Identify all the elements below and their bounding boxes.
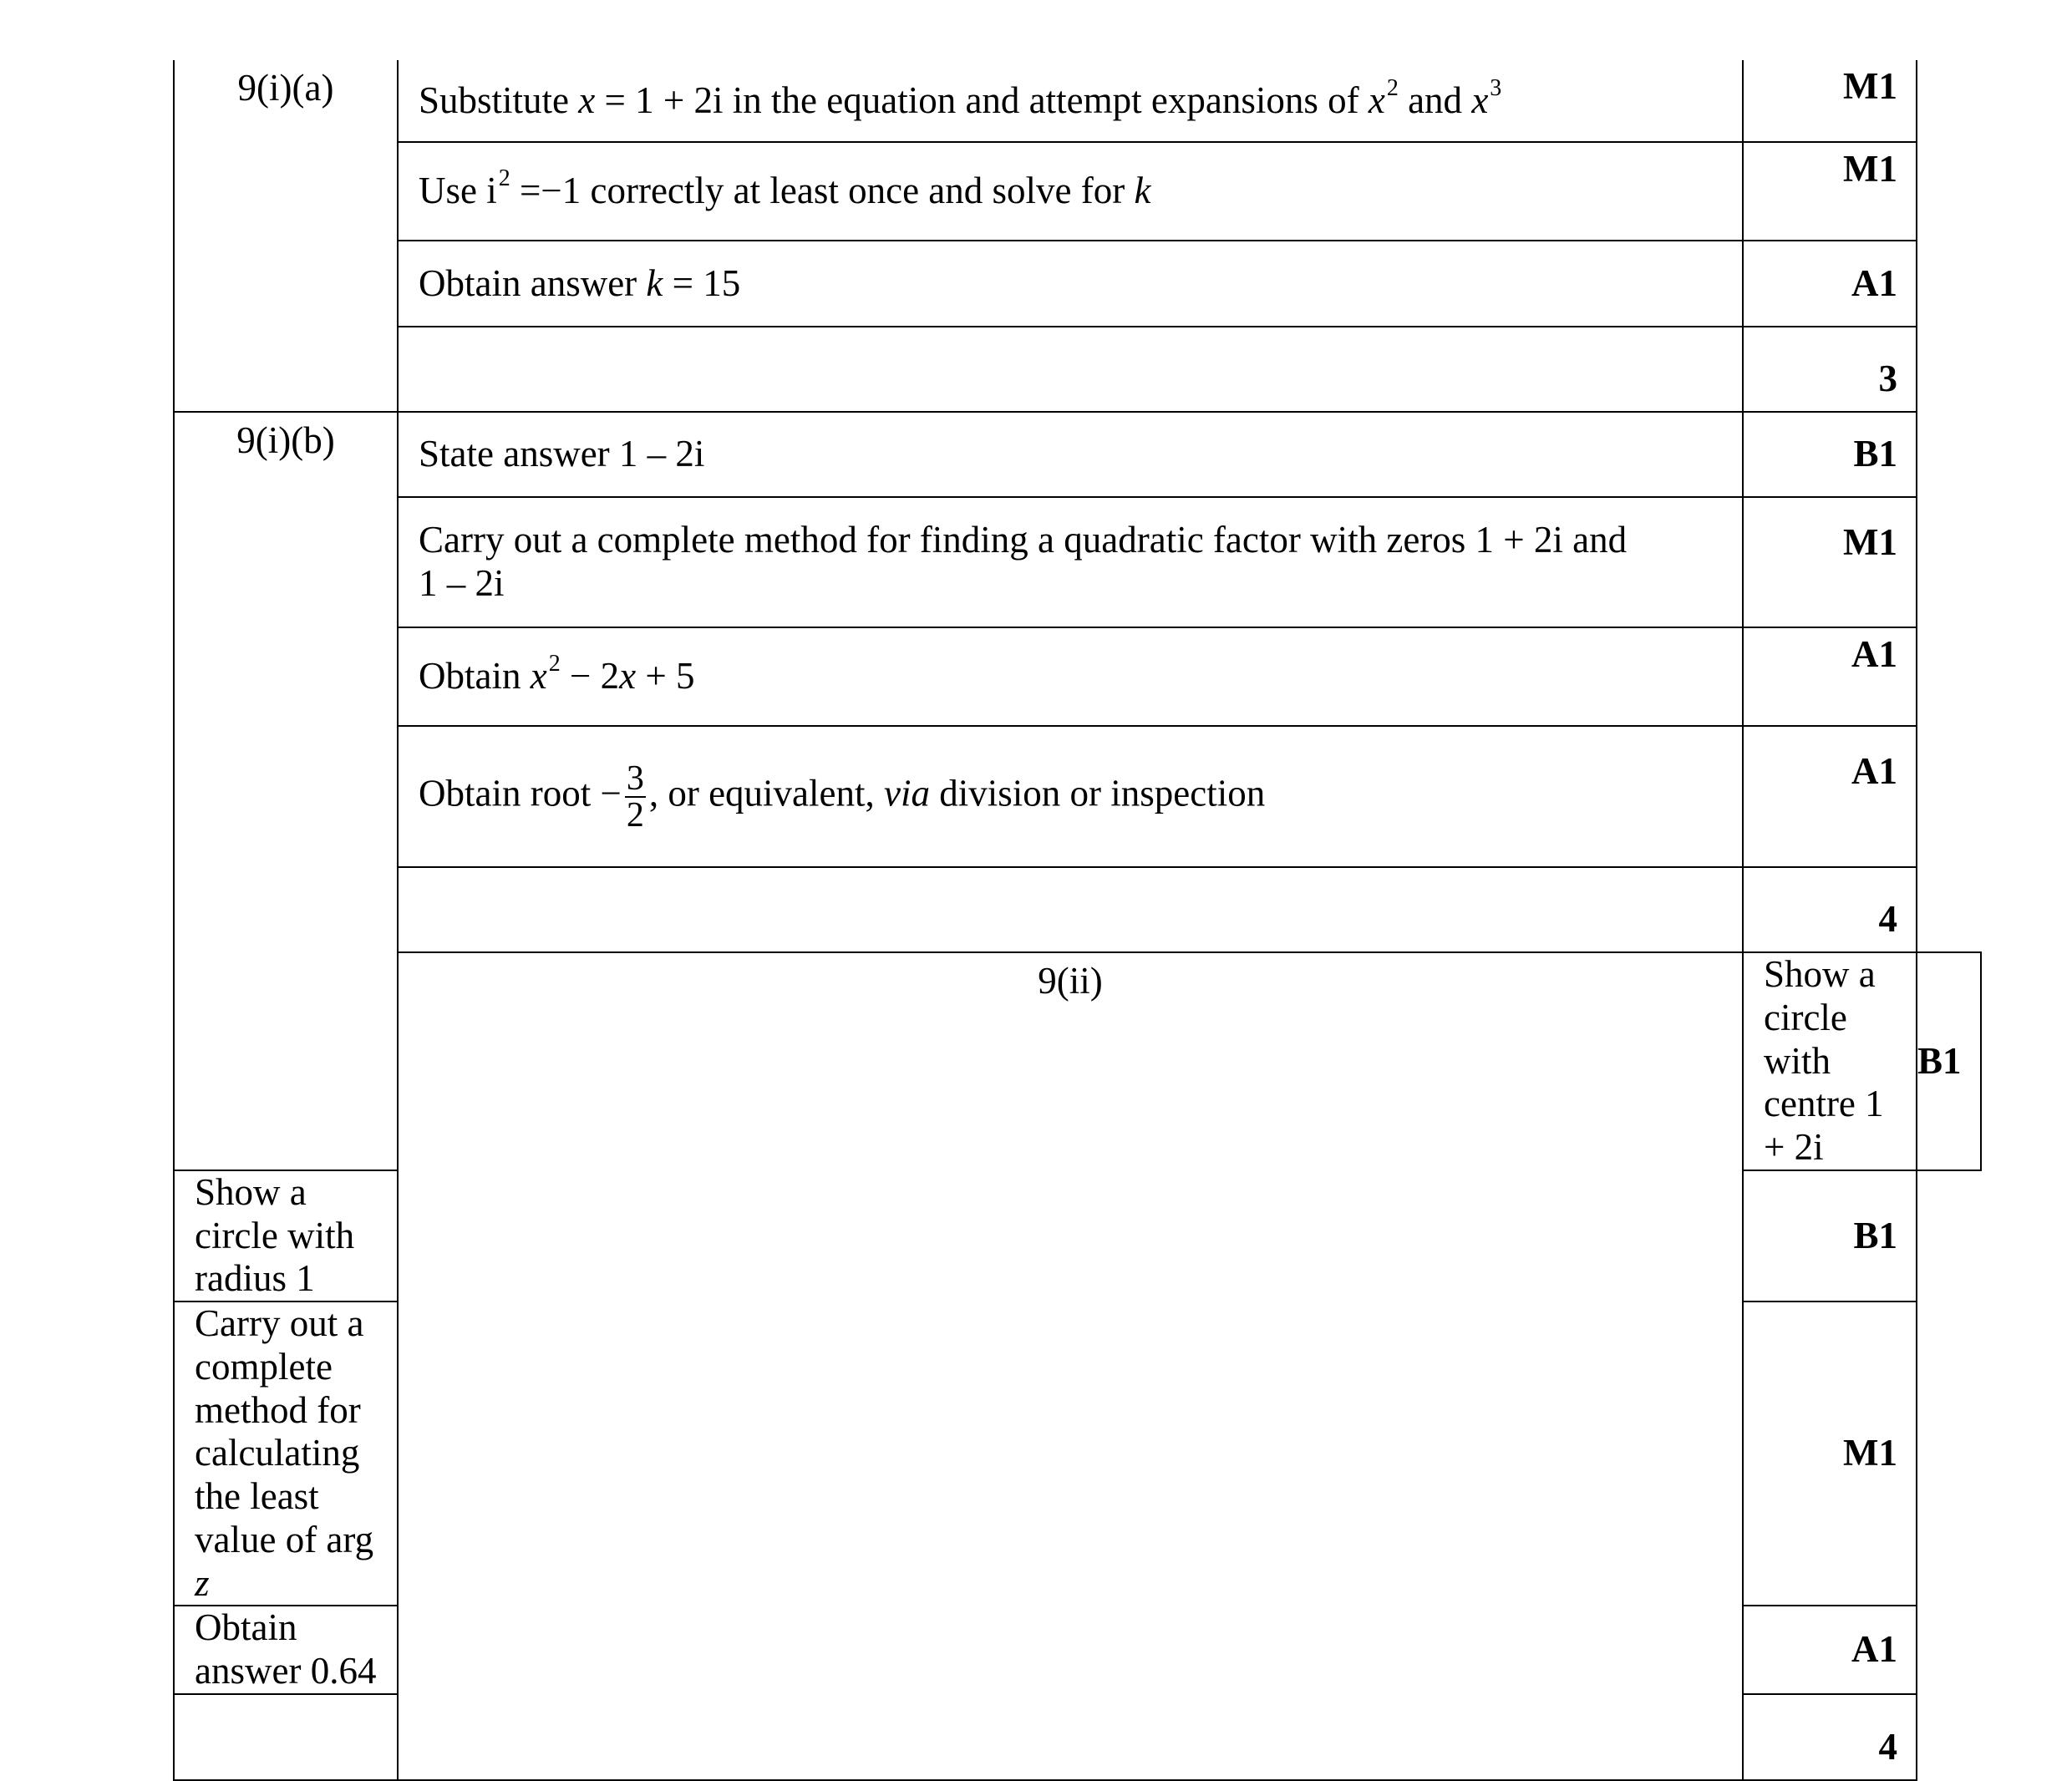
answer-cell: Substitute x = 1 + 2i in the equation and attempt expansions of $x^2$ and $x^3$ (398, 60, 1743, 142)
table-row (174, 726, 1981, 867)
mark-cell: M1 (1743, 497, 1917, 627)
total-mark: 4 (1743, 867, 1917, 952)
table-row (174, 497, 1981, 627)
mark-scheme-table (173, 60, 1982, 1781)
mark-cell: A1 (1743, 241, 1917, 327)
answer-cell: Carry out a complete method for finding a quadratic factor with zeros 1 + 2i and 1 – 2i (398, 497, 1743, 627)
answer-cell-empty (398, 867, 1743, 952)
mark-cell: B1 (1917, 952, 1981, 1170)
table-row (174, 627, 1981, 726)
table-row (174, 952, 1981, 1170)
answer-cell: Show a circle with radius 1 (174, 1170, 398, 1302)
answer-cell: Show a circle with centre 1 + 2i (1743, 952, 1917, 1170)
answer-cell: Obtain $x^2 - 2x + 5$ (398, 627, 1743, 726)
answer-cell: Carry out a complete method for calculating the least value of arg z (174, 1302, 398, 1606)
total-mark: 3 (1743, 327, 1917, 412)
mark-cell: M1 (1743, 60, 1917, 142)
table-row (174, 412, 1981, 497)
answer-cell-empty (174, 1694, 398, 1780)
table-row (174, 327, 1981, 412)
mark-cell: B1 (1743, 412, 1917, 497)
answer-cell: State answer 1 – 2i (398, 412, 1743, 497)
table-row (174, 867, 1981, 952)
mark-cell: M1 (1743, 142, 1917, 241)
answer-cell: Obtain root − $\frac{3}{2}$ , or equivalent, via division or inspection (398, 726, 1743, 867)
mark-cell: A1 (1743, 726, 1917, 867)
question-label-9ia: 9(i)(a) (174, 60, 398, 412)
answer-cell: Use $i^2 =-1$ correctly at least once and solve for k (398, 142, 1743, 241)
answer-cell: Obtain answer 0.64 (174, 1606, 398, 1694)
fraction: $\frac{3}{2}$ (626, 759, 644, 835)
table-row (174, 241, 1981, 327)
mark-cell: A1 (1743, 627, 1917, 726)
mark-cell: B1 (1743, 1170, 1917, 1302)
table-row (174, 60, 1981, 142)
mark-cell: M1 (1743, 1302, 1917, 1606)
answer-cell: Obtain answer k = 15 (398, 241, 1743, 327)
total-mark: 4 (1743, 1694, 1917, 1780)
mark-cell: A1 (1743, 1606, 1917, 1694)
question-label-9ii: 9(ii) (398, 952, 1743, 1780)
answer-cell-empty (398, 327, 1743, 412)
table-row (174, 142, 1981, 241)
question-label-9ib: 9(i)(b) (174, 412, 398, 1170)
